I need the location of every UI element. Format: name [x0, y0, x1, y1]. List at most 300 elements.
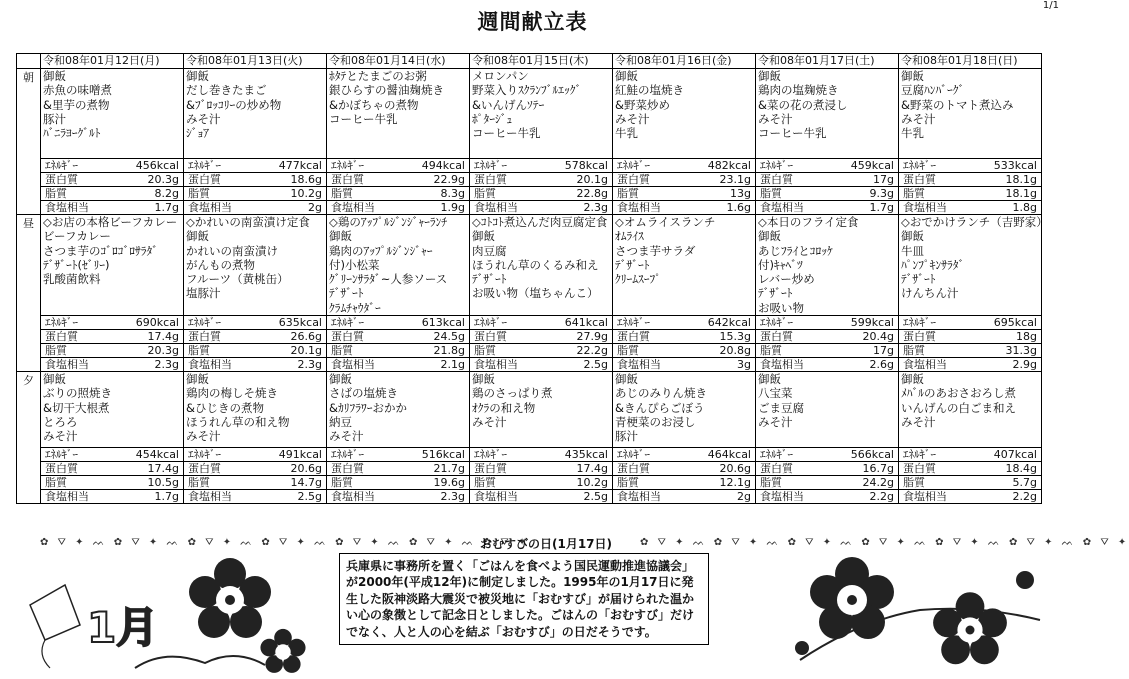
dish-item: 紅鮭の塩焼き — [615, 83, 684, 98]
dish-cell — [613, 215, 756, 316]
dish-item: みそ汁 — [758, 111, 793, 126]
dish-cell — [613, 69, 756, 159]
dish-item: ｵｸﾗの和え物 — [472, 400, 536, 415]
nutrition-cell — [41, 490, 184, 504]
dish-cell — [327, 69, 470, 159]
dish-item: ﾃﾞｻﾞｰﾄ — [615, 257, 650, 272]
dish-cell — [613, 372, 756, 448]
nutrition-cell — [41, 316, 184, 330]
nutrition-cell — [899, 462, 1042, 476]
nutrition-label: 蛋白質 — [45, 330, 78, 344]
dish-item: 鶏のさっぱり煮 — [472, 386, 553, 401]
nutrition-label: ｴﾈﾙｷﾞｰ — [474, 316, 507, 330]
nutrition-cell — [41, 159, 184, 173]
dish-item: がんもの煮物 — [186, 257, 255, 272]
nutrition-value: 2.1g — [440, 358, 465, 372]
dish-item: 御飯 — [43, 69, 66, 83]
dish-item: ﾎﾀﾃとたまごのお粥 — [329, 69, 427, 83]
nutrition-label: ｴﾈﾙｷﾞｰ — [617, 448, 650, 462]
dish-item: ◇オムライスランチ — [615, 215, 716, 229]
nutrition-label: 脂質 — [45, 344, 67, 358]
nutrition-value: 20.3g — [147, 344, 179, 358]
nutrition-cell — [41, 448, 184, 462]
dish-cell — [899, 372, 1042, 448]
nutrition-value: 494kcal — [421, 159, 465, 172]
nutrition-label: 蛋白質 — [760, 462, 793, 476]
month-badge: 1月 — [87, 603, 159, 652]
nutrition-row-fat — [17, 344, 1042, 358]
nutrition-value: 5.7g — [1012, 476, 1037, 490]
nutrition-cell — [470, 173, 613, 187]
nutrition-cell — [327, 330, 470, 344]
dish-item: 納豆 — [329, 414, 352, 429]
dish-item: 肉豆腐 — [472, 243, 507, 258]
nutrition-label: 食塩相当 — [617, 201, 661, 214]
dish-cell — [756, 372, 899, 448]
nutrition-label: 脂質 — [45, 187, 67, 200]
nutrition-label: 蛋白質 — [188, 330, 221, 344]
nutrition-cell — [184, 201, 327, 215]
dish-item: &かぼちゃの煮物 — [329, 97, 419, 112]
dish-cell — [756, 215, 899, 316]
nutrition-value: 23.1g — [719, 173, 751, 186]
nutrition-value: 18.1g — [1005, 173, 1037, 186]
nutrition-cell — [327, 448, 470, 462]
dish-item: 塩豚汁 — [186, 286, 221, 301]
nutrition-value: 10.2g — [290, 187, 322, 200]
dish-cell — [327, 215, 470, 316]
nutrition-cell — [327, 201, 470, 215]
nutrition-cell — [899, 476, 1042, 490]
nutrition-row-protein — [17, 462, 1042, 476]
plum-blossom-icon — [260, 629, 305, 673]
nutrition-row-fat — [17, 476, 1042, 490]
nutrition-value: 18.4g — [1005, 462, 1037, 476]
dish-item: ｸﾘｰﾑｽｰﾌﾟ — [615, 272, 661, 287]
nutrition-label: ｴﾈﾙｷﾞｰ — [45, 159, 78, 172]
dish-item: 御飯 — [615, 372, 638, 387]
dish-item: 御飯 — [472, 229, 495, 244]
nutrition-value: 578kcal — [564, 159, 608, 172]
nutrition-cell — [470, 448, 613, 462]
nutrition-label: ｴﾈﾙｷﾞｰ — [617, 316, 650, 330]
dish-cell — [184, 372, 327, 448]
nutrition-label: 脂質 — [188, 344, 210, 358]
nutrition-label: ｴﾈﾙｷﾞｰ — [45, 448, 78, 462]
nutrition-label: 脂質 — [760, 187, 782, 200]
nutrition-label: ｴﾈﾙｷﾞｰ — [617, 159, 650, 172]
nutrition-value: 17.4g — [147, 462, 179, 476]
nutrition-cell — [613, 344, 756, 358]
dish-item: ﾒﾊﾞﾙのあおさおろし煮 — [901, 386, 1016, 401]
nutrition-value: 21.8g — [433, 344, 465, 358]
nutrition-value: 18g — [1016, 330, 1037, 344]
nutrition-value: 17.4g — [576, 462, 608, 476]
dish-item: ﾃﾞｻﾞｰﾄ — [758, 286, 793, 301]
dish-cell — [470, 372, 613, 448]
nutrition-label: 脂質 — [331, 344, 353, 358]
nutrition-value: 22.9g — [433, 173, 465, 186]
nutrition-value: 24.2g — [862, 476, 894, 490]
nutrition-value: 613kcal — [421, 316, 465, 330]
decorative-border-mid-left: ✿ ⛛ ✦ ᨓ ✿ ⛛ ✦ ᨓ ✿ ⛛ ✦ ᨓ ✿ ⛛ ✦ ᨓ ✿ ⛛ ✦ ᨓ ✿ ⛛ ✦ ᨓ ✿ ⛛ ✦ — [40, 537, 530, 548]
nutrition-cell — [184, 476, 327, 490]
nutrition-label: 脂質 — [617, 344, 639, 358]
dish-item: ◇おでかけランチ（吉野家） — [901, 215, 1048, 229]
dish-item: ◇鶏のｱｯﾌﾟﾙｼﾞﾝｼﾞｬｰﾗﾝﾁ — [329, 215, 448, 229]
dish-item: &野菜のトマト煮込み — [901, 97, 1014, 112]
nutrition-value: 464kcal — [707, 448, 751, 462]
meal-label: 朝 — [17, 69, 41, 215]
dish-item: かれいの南蛮漬け — [186, 243, 278, 258]
nutrition-row-salt — [17, 490, 1042, 504]
nutrition-value: 2.3g — [440, 490, 465, 504]
nutrition-value: 15.3g — [719, 330, 751, 344]
nutrition-value: 2.3g — [154, 358, 179, 372]
dish-item: ◇本日のフライ定食 — [758, 215, 859, 229]
page-title: 週間献立表 — [477, 10, 588, 34]
nutrition-value: 1.9g — [440, 201, 465, 214]
nutrition-value: 2.5g — [297, 490, 322, 504]
nutrition-value: 17g — [873, 344, 894, 358]
nutrition-cell — [756, 187, 899, 201]
dish-item: 御飯 — [43, 372, 66, 387]
nutrition-label: 食塩相当 — [45, 490, 89, 504]
date-header: 令和08年01月12日(月) — [41, 54, 184, 69]
musubi-note: 兵庫県に事務所を置く「ごはんを食べよう国民運動推進協議会」が2000年(平成12年)に制定しました。1995年の1月17日に発生した阪神淡路大震災で被災地に「おむすび」が届けられた温かい心の象徴として記念日としました。ごはんの「おむすび」だけでなく、人と人の心を結ぶ「おむすび」の日だそうです。 — [339, 553, 709, 645]
dish-item: ﾃﾞｻﾞｰﾄ(ｾﾞﾘｰ) — [43, 257, 110, 272]
nutrition-cell — [184, 344, 327, 358]
dish-item: 御飯 — [186, 372, 209, 387]
date-header: 令和08年01月14日(水) — [327, 54, 470, 69]
nutrition-label: ｴﾈﾙｷﾞｰ — [903, 316, 936, 330]
nutrition-value: 24.5g — [433, 330, 465, 344]
nutrition-cell — [613, 330, 756, 344]
nutrition-value: 20.6g — [290, 462, 322, 476]
dish-item: ◇かれいの南蛮漬け定食 — [186, 215, 310, 229]
nutrition-cell — [470, 201, 613, 215]
dish-cell — [184, 215, 327, 316]
nutrition-label: 食塩相当 — [617, 490, 661, 504]
nutrition-value: 642kcal — [707, 316, 751, 330]
nutrition-cell — [41, 344, 184, 358]
nutrition-value: 10.2g — [576, 476, 608, 490]
nutrition-label: 脂質 — [188, 476, 210, 490]
nutrition-cell — [470, 187, 613, 201]
nutrition-cell — [184, 187, 327, 201]
nutrition-cell — [327, 490, 470, 504]
dish-item: ｵﾑﾗｲｽ — [615, 229, 644, 244]
dish-item: フルーツ（黄桃缶） — [186, 272, 289, 287]
nutrition-label: 食塩相当 — [474, 490, 518, 504]
dish-item: 鶏肉の塩麹焼き — [758, 83, 839, 98]
nutrition-label: 蛋白質 — [760, 173, 793, 186]
nutrition-cell — [756, 316, 899, 330]
dish-item: 御飯 — [615, 69, 638, 83]
dish-item: &菜の花の煮浸し — [758, 97, 848, 112]
dish-item: 野菜入りｽｸﾗﾝﾌﾞﾙｴｯｸﾞ — [472, 83, 582, 98]
nutrition-label: 蛋白質 — [331, 462, 364, 476]
dish-item: さつま芋のｺﾞﾛｺﾞﾛｻﾗﾀﾞ — [43, 243, 158, 258]
nutrition-label: ｴﾈﾙｷﾞｰ — [331, 316, 364, 330]
dish-item: 鶏肉のｱｯﾌﾟﾙｼﾞﾝｼﾞｬｰ — [329, 243, 433, 258]
nutrition-value: 20.3g — [147, 173, 179, 186]
nutrition-value: 459kcal — [850, 159, 894, 172]
nutrition-value: 635kcal — [278, 316, 322, 330]
dish-cell — [327, 372, 470, 448]
nutrition-value: 1.6g — [726, 201, 751, 214]
nutrition-cell — [613, 159, 756, 173]
nutrition-value: 2.2g — [869, 490, 894, 504]
nutrition-label: 食塩相当 — [474, 201, 518, 214]
dish-item: お吸い物（塩ちゃんこ） — [472, 286, 599, 301]
page-number: 1/1 — [1042, 0, 1059, 11]
nutrition-label: 脂質 — [903, 476, 925, 490]
nutrition-value: 407kcal — [993, 448, 1037, 462]
nutrition-cell — [756, 330, 899, 344]
nutrition-row-protein — [17, 173, 1042, 187]
nutrition-value: 19.6g — [433, 476, 465, 490]
nutrition-cell — [613, 187, 756, 201]
nutrition-label: 蛋白質 — [903, 330, 936, 344]
dish-item: 御飯 — [758, 229, 781, 244]
nutrition-label: 食塩相当 — [331, 490, 375, 504]
nutrition-label: 脂質 — [760, 344, 782, 358]
nutrition-value: 2.9g — [1012, 358, 1037, 372]
nutrition-label: 蛋白質 — [903, 462, 936, 476]
nutrition-cell — [756, 462, 899, 476]
dish-item: 御飯 — [901, 372, 924, 387]
nutrition-value: 10.5g — [147, 476, 179, 490]
nutrition-cell — [470, 476, 613, 490]
dish-item: ◇お店の本格ビーフカレー — [43, 215, 178, 229]
nutrition-value: 20.4g — [862, 330, 894, 344]
nutrition-value: 16.7g — [862, 462, 894, 476]
nutrition-label: 蛋白質 — [617, 173, 650, 186]
dish-item: 御飯 — [186, 229, 209, 244]
nutrition-label: 食塩相当 — [188, 201, 232, 214]
dish-item: いんげんの白ごま和え — [901, 400, 1016, 415]
meal-row — [17, 69, 1042, 159]
dish-cell — [41, 215, 184, 316]
nutrition-value: 2.3g — [583, 201, 608, 214]
nutrition-label: 食塩相当 — [903, 201, 947, 214]
nutrition-label: 脂質 — [474, 187, 496, 200]
nutrition-cell — [41, 358, 184, 372]
nutrition-cell — [327, 187, 470, 201]
dish-item: コーヒー牛乳 — [758, 126, 827, 141]
nutrition-cell — [613, 448, 756, 462]
dish-item: ｸﾗﾑﾁｬｳﾀﾞｰ — [329, 300, 381, 315]
dish-item: ﾊﾟﾝﾌﾟｷﾝｻﾗﾀﾞ — [901, 257, 965, 272]
dish-item: ほうれん草の和え物 — [186, 414, 290, 429]
dish-item: ｸﾞﾘｰﾝｻﾗﾀﾞ~人参ソース — [329, 272, 448, 287]
nutrition-cell — [327, 173, 470, 187]
nutrition-value: 26.6g — [290, 330, 322, 344]
nutrition-value: 641kcal — [564, 316, 608, 330]
nutrition-cell — [470, 330, 613, 344]
dish-item: &ﾌﾞﾛｯｺﾘｰの炒め物 — [186, 97, 282, 112]
dish-item: ｼﾞｮｱ — [186, 126, 209, 141]
nutrition-cell — [470, 344, 613, 358]
dish-cell — [184, 69, 327, 159]
meal-label: 夕 — [17, 372, 41, 504]
dish-item: 御飯 — [472, 372, 495, 387]
nutrition-value: 2g — [308, 201, 322, 214]
nutrition-cell — [470, 316, 613, 330]
nutrition-value: 18.1g — [1005, 187, 1037, 200]
date-header: 令和08年01月13日(火) — [184, 54, 327, 69]
nutrition-label: 蛋白質 — [474, 462, 507, 476]
dish-item: ごま豆腐 — [758, 400, 804, 415]
weekly-menu-table — [16, 53, 1048, 504]
nutrition-value: 22.2g — [576, 344, 608, 358]
nutrition-cell — [41, 201, 184, 215]
nutrition-value: 17.4g — [147, 330, 179, 344]
nutrition-cell — [327, 476, 470, 490]
nutrition-value: 9.3g — [869, 187, 894, 200]
nutrition-label: ｴﾈﾙｷﾞｰ — [331, 448, 364, 462]
nutrition-value: 516kcal — [421, 448, 465, 462]
nutrition-value: 2.5g — [583, 358, 608, 372]
nutrition-value: 31.3g — [1005, 344, 1037, 358]
nutrition-value: 22.8g — [576, 187, 608, 200]
nutrition-label: 蛋白質 — [474, 330, 507, 344]
dish-item: みそ汁 — [186, 111, 221, 126]
nutrition-label: 食塩相当 — [617, 358, 661, 372]
nutrition-cell — [756, 173, 899, 187]
nutrition-label: 脂質 — [903, 344, 925, 358]
dish-cell — [756, 69, 899, 159]
nutrition-label: 脂質 — [474, 344, 496, 358]
plum-blossom-icon — [189, 558, 271, 638]
nutrition-cell — [613, 490, 756, 504]
dish-item: ﾊﾞﾆﾗﾖｰｸﾞﾙﾄ — [43, 126, 101, 141]
nutrition-value: 1.7g — [154, 490, 179, 504]
nutrition-cell — [899, 159, 1042, 173]
nutrition-value: 690kcal — [135, 316, 179, 330]
meal-label: 昼 — [17, 215, 41, 372]
nutrition-label: 脂質 — [617, 476, 639, 490]
nutrition-value: 695kcal — [993, 316, 1037, 330]
nutrition-value: 2.6g — [869, 358, 894, 372]
nutrition-cell — [613, 173, 756, 187]
dish-item: さつま芋サラダ — [615, 243, 696, 258]
dish-item: メロンパン — [472, 69, 529, 83]
dish-item: &里芋の煮物 — [43, 97, 110, 112]
dish-item: 牛皿 — [901, 243, 924, 258]
nutrition-label: ｴﾈﾙｷﾞｰ — [760, 448, 793, 462]
nutrition-cell — [756, 448, 899, 462]
dish-item: あじﾌﾗｲとｺﾛｯｹ — [758, 243, 833, 258]
dish-item: さばの塩焼き — [329, 386, 398, 401]
dish-item: ﾃﾞｻﾞｰﾄ — [472, 272, 507, 287]
nutrition-row-energy — [17, 159, 1042, 173]
dish-item: 御飯 — [901, 229, 924, 244]
nutrition-label: 食塩相当 — [903, 358, 947, 372]
nutrition-label: 食塩相当 — [474, 358, 518, 372]
nutrition-label: 蛋白質 — [617, 462, 650, 476]
decorative-border-mid-right: ✿ ⛛ ✦ ᨓ ✿ ⛛ ✦ ᨓ ✿ ⛛ ✦ ᨓ ✿ ⛛ ✦ ᨓ ✿ ⛛ ✦ ᨓ ✿ ⛛ ✦ ᨓ ✿ ⛛ ✦ — [640, 537, 1129, 548]
nutrition-value: 12.1g — [719, 476, 751, 490]
nutrition-row-fat — [17, 187, 1042, 201]
dish-cell — [899, 69, 1042, 159]
dish-item: 付)ｷｬﾍﾞﾂ — [758, 257, 803, 272]
nutrition-label: 食塩相当 — [331, 201, 375, 214]
date-header: 令和08年01月16日(金) — [613, 54, 756, 69]
nutrition-value: 1.8g — [1012, 201, 1037, 214]
nutrition-cell — [899, 490, 1042, 504]
dish-item: みそ汁 — [472, 414, 507, 429]
nutrition-cell — [470, 358, 613, 372]
dish-item: &ｶﾘﾌﾗﾜｰおかか — [329, 400, 407, 415]
nutrition-label: 蛋白質 — [188, 173, 221, 186]
nutrition-label: ｴﾈﾙｷﾞｰ — [188, 159, 221, 172]
nutrition-label: 脂質 — [331, 187, 353, 200]
nutrition-cell — [756, 201, 899, 215]
nutrition-value: 2.2g — [1012, 490, 1037, 504]
dish-item: &野菜炒め — [615, 97, 670, 112]
dish-item: 牛乳 — [615, 126, 638, 141]
nutrition-value: 454kcal — [135, 448, 179, 462]
nutrition-cell — [184, 358, 327, 372]
nutrition-value: 21.7g — [433, 462, 465, 476]
nutrition-label: 食塩相当 — [188, 490, 232, 504]
nutrition-cell — [327, 316, 470, 330]
dish-item: 御飯 — [758, 372, 781, 387]
dish-item: ﾎﾟﾀｰｼﾞｭ — [472, 111, 513, 126]
nutrition-label: 蛋白質 — [45, 173, 78, 186]
nutrition-cell — [184, 173, 327, 187]
nutrition-value: 2.3g — [297, 358, 322, 372]
nutrition-cell — [184, 159, 327, 173]
nutrition-value: 20.1g — [576, 173, 608, 186]
nutrition-cell — [899, 173, 1042, 187]
dish-cell — [470, 215, 613, 316]
nutrition-label: 食塩相当 — [331, 358, 375, 372]
nutrition-label: ｴﾈﾙｷﾞｰ — [903, 448, 936, 462]
nutrition-value: 533kcal — [993, 159, 1037, 172]
nutrition-cell — [470, 462, 613, 476]
dish-item: 牛乳 — [901, 126, 924, 141]
nutrition-cell — [184, 490, 327, 504]
nutrition-cell — [184, 448, 327, 462]
nutrition-cell — [899, 448, 1042, 462]
nutrition-value: 435kcal — [564, 448, 608, 462]
nutrition-label: ｴﾈﾙｷﾞｰ — [188, 316, 221, 330]
nutrition-label: 蛋白質 — [331, 330, 364, 344]
dish-item: とろろ — [43, 414, 78, 429]
nutrition-label: 食塩相当 — [45, 358, 89, 372]
dish-item: 御飯 — [901, 69, 924, 83]
dish-item: 八宝菜 — [758, 386, 793, 401]
nutrition-label: 食塩相当 — [188, 358, 232, 372]
nutrition-cell — [327, 344, 470, 358]
plum-artwork-right — [780, 560, 1050, 675]
nutrition-value: 20.1g — [290, 344, 322, 358]
nutrition-value: 20.8g — [719, 344, 751, 358]
nutrition-label: 蛋白質 — [474, 173, 507, 186]
dish-cell — [899, 215, 1048, 316]
nutrition-cell — [41, 462, 184, 476]
nutrition-label: 脂質 — [331, 476, 353, 490]
dish-item: みそ汁 — [758, 414, 793, 429]
nutrition-value: 2.5g — [583, 490, 608, 504]
dish-item: けんちん汁 — [901, 286, 959, 301]
nutrition-cell — [184, 330, 327, 344]
dish-item: &ひじきの煮物 — [186, 400, 264, 415]
dish-item: &切干大根煮 — [43, 400, 110, 415]
